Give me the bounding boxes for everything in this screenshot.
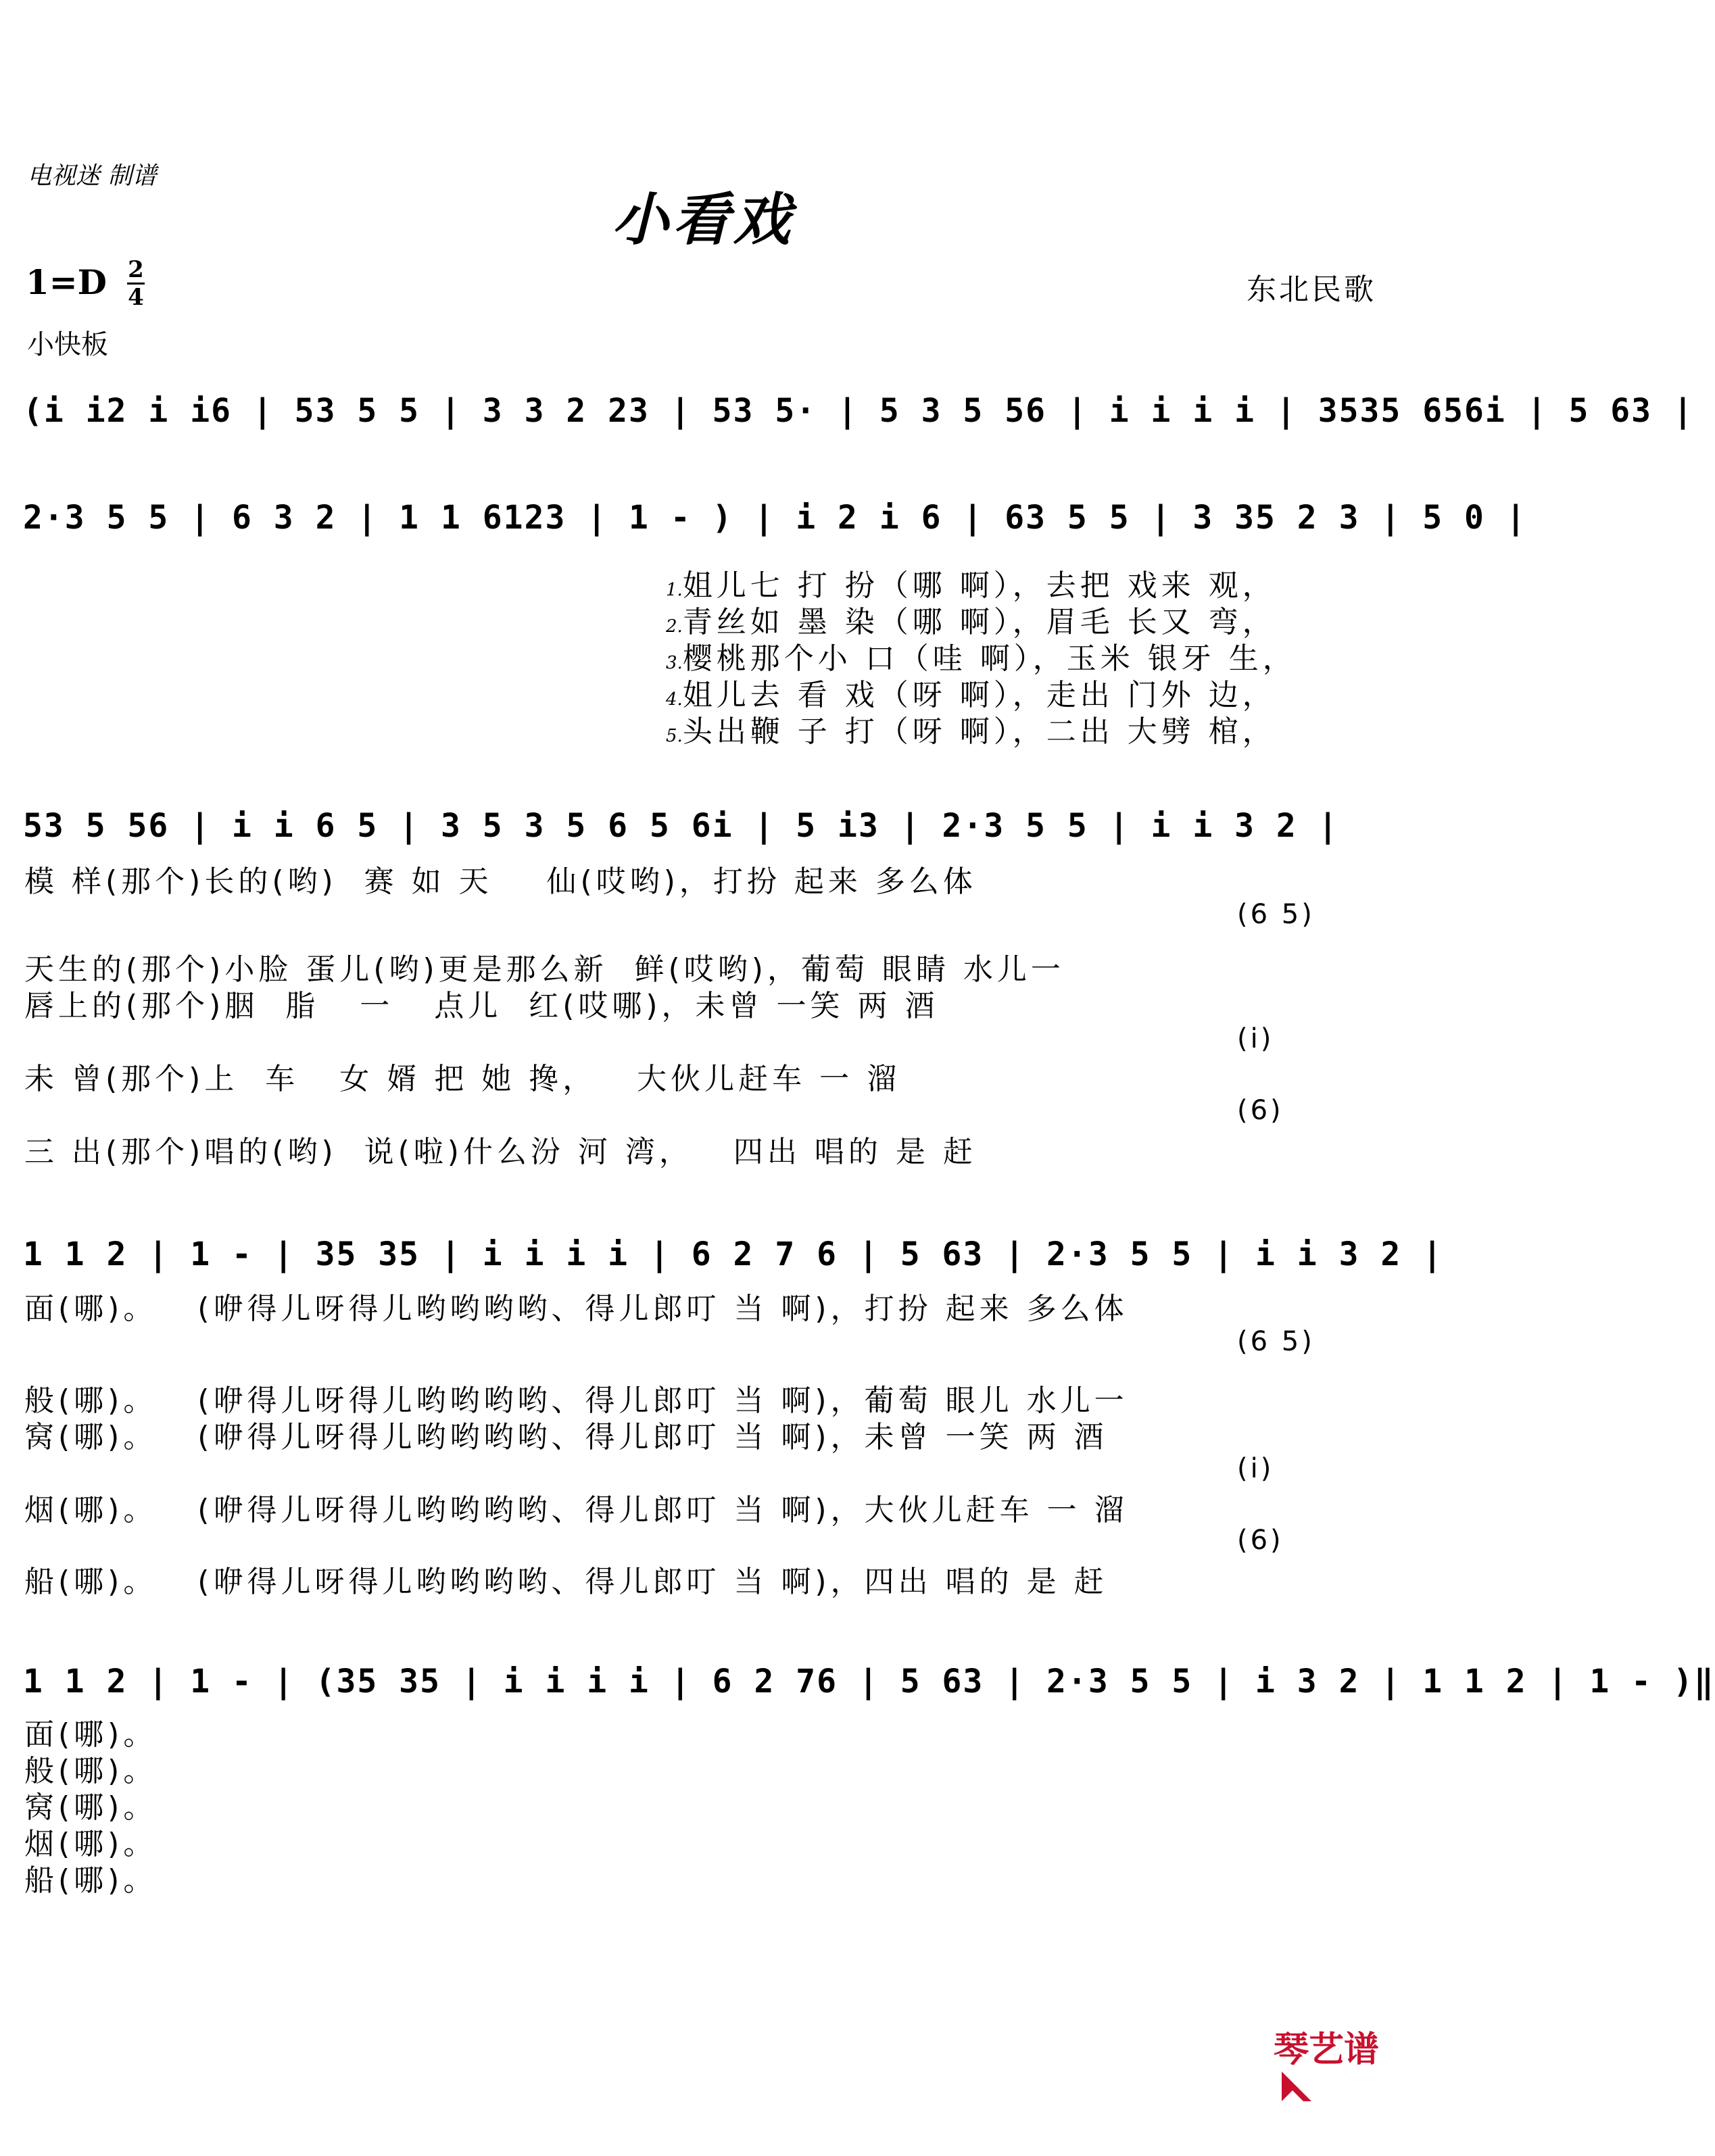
verse-d-4: 烟(哪)。 <box>24 1827 158 1861</box>
notation-line-5: 1 1 2 | 1 - | (35 35 | i i i i | 6 2 76 | 5 63 | 2·3 5 5 | i 3 2 | 1 1 2 | 1 - )‖ <box>23 1663 1715 1700</box>
verse-c-1: 面(哪)。 (咿得儿呀得儿哟哟哟哟、得儿郎叮 当 啊)，打扮 起来 多么体 <box>24 1292 1128 1326</box>
verse-d-3: 窝(哪)。 <box>24 1790 158 1825</box>
song-title: 小看戏 <box>611 186 794 253</box>
verse-b-4: 未 曾(那个)上 车 女 婿 把 她 搀， 大伙儿赶车 一 溜 <box>24 1062 901 1096</box>
key-signature: 1=D <box>26 262 107 302</box>
verse-a-5: 5.头出鞭 子 打（呀 啊），二出 大劈 棺， <box>666 714 1276 749</box>
notation-line-2: 2·3 5 5 | 6 3 2 | 1 1 6123 | 1 - ) | i 2 i 6 | 63 5 5 | 3 35 2 3 | 5 0 | <box>23 499 1527 537</box>
verse-b-1: 模 样(那个)长的(哟) 赛 如 天 仙(哎哟)，打扮 起来 多么体 <box>24 864 977 899</box>
credit-text: 电视迷 制谱 <box>27 162 157 190</box>
aside-c-3: (6) <box>1237 1525 1284 1556</box>
verse-a-2: 2.青丝如 墨 染（哪 啊），眉毛 长又 弯， <box>666 605 1276 639</box>
aside-b-3: (6) <box>1237 1095 1284 1126</box>
genre-label: 东北民歌 <box>1247 272 1376 307</box>
aside-b-1: (6 5) <box>1237 899 1315 930</box>
verse-b-5: 三 出(那个)唱的(哟) 说(啦)什么汾 河 湾， 四出 唱的 是 赶 <box>24 1135 977 1169</box>
notation-line-3: 53 5 56 | i i 6 5 | 3 5 3 5 6 5 6i | 5 i3 | 2·3 5 5 | i i 3 2 | <box>23 807 1339 845</box>
aside-b-2: (i) <box>1237 1023 1274 1054</box>
verse-d-1: 面(哪)。 <box>24 1717 158 1752</box>
notation-line-1: (i i2 i i6 | 53 5 5 | 3 3 2 23 | 53 5· | 5 3 5 56 | i i i i | 3535 656i | 5 63 | <box>23 392 1694 430</box>
watermark-text: 琴艺谱 <box>1273 2030 1379 2070</box>
verse-a-4: 4.姐儿去 看 戏（呀 啊），走出 门外 边， <box>666 678 1276 712</box>
verse-b-3: 唇上的(那个)胭 脂 一 点儿 红(哎哪)，未曾 一笑 两 酒 <box>24 989 939 1023</box>
time-top: 2 <box>128 256 144 283</box>
aside-c-1: (6 5) <box>1237 1326 1315 1357</box>
aside-c-2: (i) <box>1237 1453 1274 1484</box>
verse-b-2: 天生的(那个)小脸 蛋儿(哟)更是那么新 鲜(哎哟)，葡萄 眼睛 水儿一 <box>24 952 1065 987</box>
verse-d-5: 船(哪)。 <box>24 1863 158 1898</box>
time-bottom: 4 <box>128 284 144 311</box>
verse-a-3: 3.樱桃那个小 口（哇 啊），玉米 银牙 生， <box>666 641 1297 676</box>
verse-d-2: 般(哪)。 <box>24 1754 158 1788</box>
logo-icon <box>1228 2027 1267 2066</box>
watermark-logo <box>1228 2021 1379 2072</box>
verse-c-3: 窝(哪)。 (咿得儿呀得儿哟哟哟哟、得儿郎叮 当 啊)，未曾 一笑 两 酒 <box>24 1420 1108 1454</box>
time-signature <box>127 258 145 309</box>
tempo-marking: 小快板 <box>27 329 108 360</box>
verse-c-4: 烟(哪)。 (咿得儿呀得儿哟哟哟哟、得儿郎叮 当 啊)，大伙儿赶车 一 溜 <box>24 1493 1128 1527</box>
notation-line-4: 1 1 2 | 1 - | 35 35 | i i i i | 6 2 7 6 | 5 63 | 2·3 5 5 | i i 3 2 | <box>23 1235 1444 1273</box>
verse-c-2: 般(哪)。 (咿得儿呀得儿哟哟哟哟、得儿郎叮 当 啊)，葡萄 眼儿 水儿一 <box>24 1383 1128 1418</box>
verse-a-1: 1.姐儿七 打 扮（哪 啊），去把 戏来 观， <box>666 568 1276 603</box>
verse-c-5: 船(哪)。 (咿得儿呀得儿哟哟哟哟、得儿郎叮 当 啊)，四出 唱的 是 赶 <box>24 1565 1108 1599</box>
